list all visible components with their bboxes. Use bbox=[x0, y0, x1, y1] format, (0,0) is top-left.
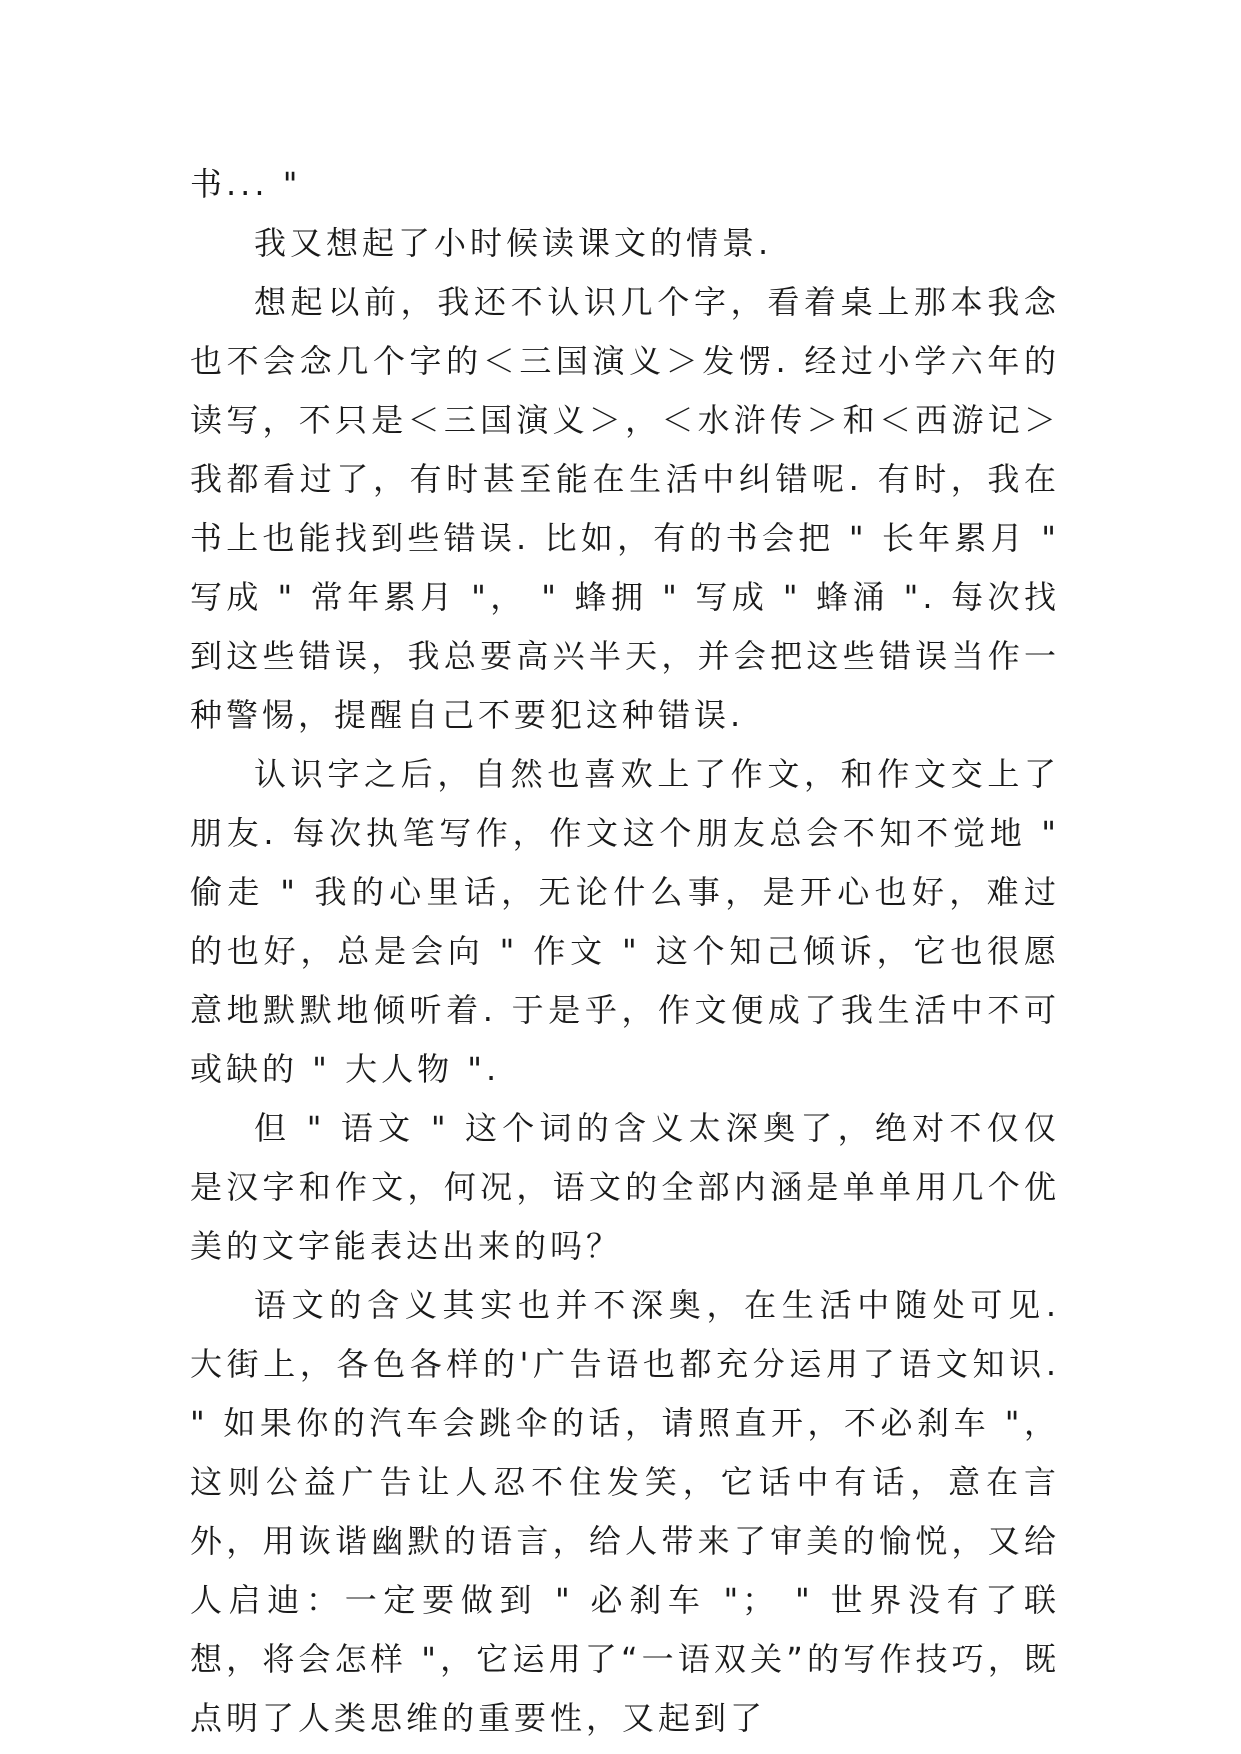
paragraph-reading-memory: 我又想起了小时候读课文的情景. bbox=[254, 224, 773, 262]
paragraph-continuation: 书... " bbox=[190, 165, 302, 203]
document-body bbox=[190, 155, 1060, 1748]
paragraph-reading-books: 想起以前，我还不认识几个字，看着桌上那本我念也不会念几个字的＜三国演义＞发愣. 经过小学六年的读写，不只是＜三国演义＞，＜水浒传＞和＜西游记＞我都看过了，有时甚至能在生活中纠错呢. 有时，我在书上也能找到些错误. 比如，有的书会把 " 长年累月 " 写成 " 常年累月 "， " 蜂拥 " 写成 " 蜂涌 ". 每次找到这些错误，我总要高兴半天，并会把这些错误当作一种警惕，提醒自己不要犯这种错误. bbox=[190, 283, 1060, 734]
paragraph-advertising-language: 语文的含义其实也并不深奥，在生活中随处可见. 大街上，各色各样的'广告语也都充分运用了语文知识. " 如果你的汽车会跳伞的话，请照直开，不必刹车 "，这则公益广告让人忍不住发笑，它话中有话，意在言外，用诙谐幽默的语言，给人带来了审美的愉悦，又给人启迪：一定要做到 " 必刹车 "； " 世界没有了联想，将会怎样 "，它运用了“一语双关”的写作技巧，既点明了人类思维的重要性，又起到了 bbox=[190, 1286, 1060, 1737]
paragraph-writing-friend: 认识字之后，自然也喜欢上了作文，和作文交上了朋友. 每次执笔写作，作文这个朋友总会不知不觉地 " 偷走 " 我的心里话，无论什么事，是开心也好，难过的也好，总是会向 " 作文 " 这个知己倾诉，它也很愿意地默默地倾听着. 于是乎，作文便成了我生活中不可或缺的 " 大人物 ". bbox=[190, 755, 1060, 1088]
paragraph-meaning-of-chinese: 但 " 语文 " 这个词的含义太深奥了，绝对不仅仅是汉字和作文，何况，语文的全部内涵是单单用几个优美的文字能表达出来的吗？ bbox=[190, 1109, 1060, 1265]
